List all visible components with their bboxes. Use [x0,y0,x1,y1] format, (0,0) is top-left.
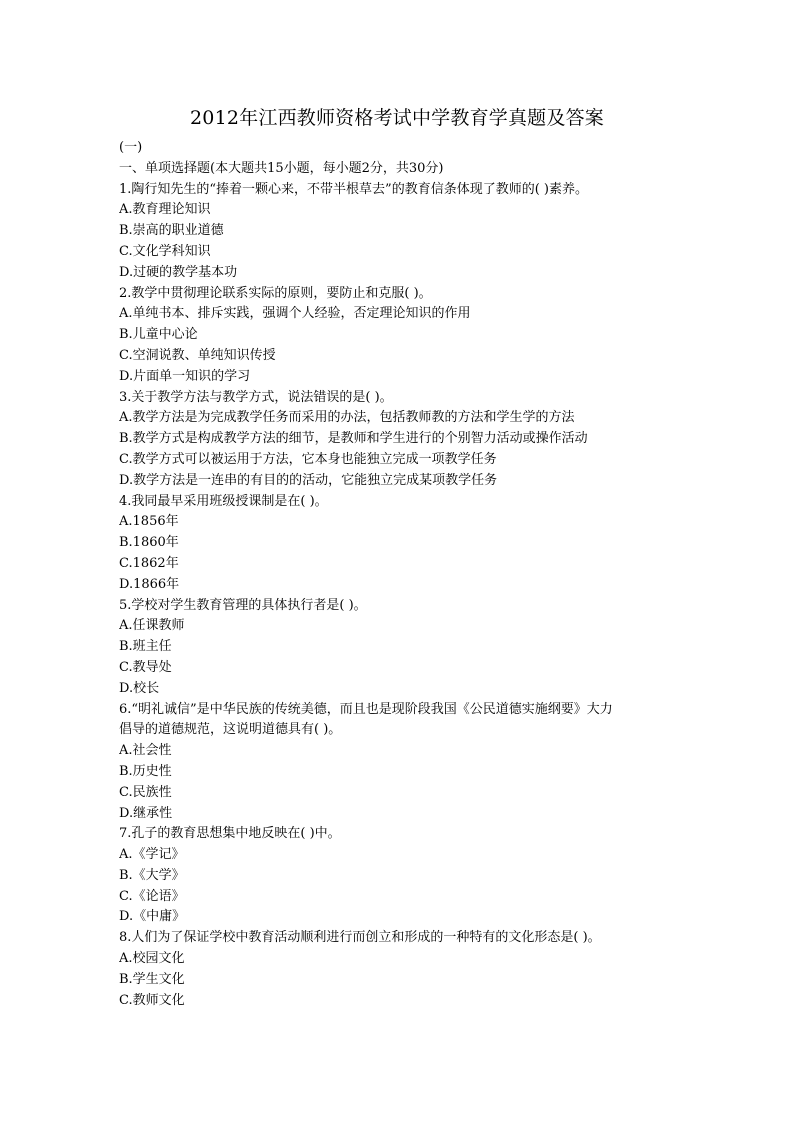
text-line: A.社会性 [119,743,172,759]
text-line: 一、单项选择题(本大题共15小题，每小题2分，共30分) [119,160,444,176]
text-line: B.班主任 [119,639,172,655]
text-line: 3.关于教学方法与教学方式，说法错误的是( )。 [119,389,393,405]
text-line: B.学生文化 [119,971,185,987]
text-line: C.教师文化 [119,992,185,1008]
text-line: A.单纯书本、排斥实践，强调个人经验，否定理论知识的作用 [119,306,471,322]
text-line: 4.我同最早采用班级授课制是在( )。 [119,493,328,509]
text-line: 5.学校对学生教育管理的具体执行者是( )。 [119,597,367,613]
text-line: D.教学方法是一连串的有目的的活动，它能独立完成某项教学任务 [119,472,498,488]
text-line: C.教导处 [119,659,172,675]
text-line: D.校长 [119,680,160,696]
text-line: A.教育理论知识 [119,202,211,218]
text-line: D.继承性 [119,805,173,821]
text-line: C.民族性 [119,784,172,800]
text-line: A.校园文化 [119,951,185,967]
text-line: D.片面单一知识的学习 [119,368,251,384]
text-line: C.文化学科知识 [119,243,211,259]
text-line: B.儿童中心论 [119,327,198,343]
text-line: B.历史性 [119,763,172,779]
text-line: D.《中庸》 [119,909,186,925]
text-line: A.1856年 [119,514,179,530]
text-line: C.《论语》 [119,888,185,904]
text-line: B.《大学》 [119,867,185,883]
text-line: B.1860年 [119,535,179,551]
text-line: B.教学方式是构成教学方法的细节，是教师和学生进行的个别智力活动或操作活动 [119,431,588,447]
document-title: 2012年江西教师资格考试中学教育学真题及答案 [190,107,604,129]
text-line: C.1862年 [119,555,179,571]
text-line: C.教学方式可以被运用于方法，它本身也能独立完成一项教学任务 [119,451,497,467]
document-body [119,138,679,1011]
text-line: 8.人们为了保证学校中教育活动顺利进行而创立和形成的一种特有的文化形态是( )。 [119,930,601,946]
text-line: B.崇高的职业道德 [119,223,224,239]
text-line: C.空洞说教、单纯知识传授 [119,347,276,363]
text-line: A.《学记》 [119,847,185,863]
text-line: 7.孔子的教育思想集中地反映在( )中。 [119,826,341,842]
text-line: D.过硬的教学基本功 [119,264,238,280]
text-line: A.任课教师 [119,618,185,634]
text-line: A.教学方法是为完成教学任务而采用的办法，包括教师教的方法和学生学的方法 [119,410,575,426]
text-line: 1.陶行知先生的“捧着一颗心来，不带半根草去”的教育信条体现了教师的( )素养。 [119,181,588,197]
text-line: (一) [119,140,143,155]
text-line: D.1866年 [119,576,180,592]
text-line: 倡导的道德规范，这说明道德具有( )。 [119,722,342,738]
text-line: 2.教学中贯彻理论联系实际的原则，要防止和克服( )。 [119,285,432,301]
text-line: 6.“明礼诚信”是中华民族的传统美德，而且也是现阶段我国《公民道德实施纲要》大力 [119,701,613,717]
